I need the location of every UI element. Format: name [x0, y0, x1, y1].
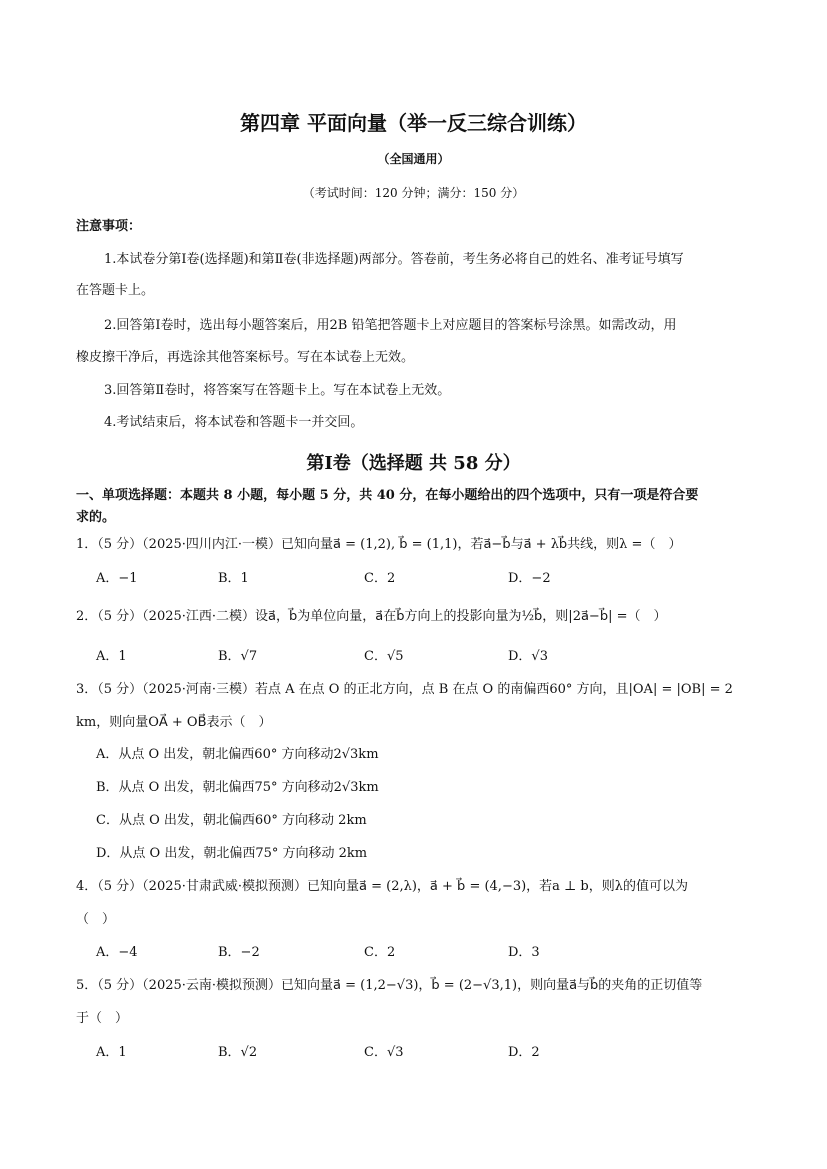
- notice-item: 1.本试卷分第Ⅰ卷(选择题)和第Ⅱ卷(非选择题)两部分。答卷前，考生务必将自己的姓名、准考证号填写: [104, 252, 684, 267]
- option-d: D．−2: [508, 571, 551, 586]
- option-b: B．从点 O 出发，朝北偏西75° 方向移动2√3km: [96, 780, 379, 795]
- section-desc: 求的。: [76, 510, 116, 525]
- option-b: B．√2: [218, 1045, 258, 1060]
- option-c: C．√5: [364, 649, 404, 664]
- option-a: A．−1: [96, 571, 138, 586]
- option-c: C．从点 O 出发，朝北偏西60° 方向移动 2km: [96, 813, 367, 828]
- option-c: C．√3: [364, 1045, 404, 1060]
- section-desc: 一、单项选择题：本题共 8 小题，每小题 5 分，共 40 分，在每小题给出的四个选项中，只有一项是符合要: [76, 488, 699, 503]
- option-d: D．从点 O 出发，朝北偏西75° 方向移动 2km: [96, 846, 368, 861]
- option-a: A．−4: [96, 945, 138, 960]
- notice-heading: 注意事项：: [76, 219, 142, 234]
- question-1: 1．（5 分）（2025·四川内江·一模）已知向量a⃗ = (1,2), b⃗ = (1,1)，若a⃗−b⃗与a⃗ + λb⃗共线，则λ =（ ）: [76, 537, 682, 552]
- option-a: A．1: [96, 1045, 127, 1060]
- option-b: B．−2: [218, 945, 260, 960]
- option-d: D．√3: [508, 649, 548, 664]
- notice-item: 2.回答第Ⅰ卷时，选出每小题答案后，用2B 铅笔把答题卡上对应题目的答案标号涂黑。如需改动，用: [104, 318, 677, 333]
- question-4-cont: （ ）: [76, 912, 116, 927]
- option-c: C．2: [364, 571, 396, 586]
- notice-item: 4.考试结束后，将本试卷和答题卡一并交回。: [104, 415, 364, 430]
- option-a: A．从点 O 出发，朝北偏西60° 方向移动2√3km: [96, 747, 379, 762]
- question-4: 4．（5 分）（2025·甘肃武威·模拟预测）已知向量a⃗ = (2,λ)，a⃗ + b⃗ = (4,−3)，若a ⊥ b，则λ的值可以为: [76, 879, 688, 894]
- section-title: 第Ⅰ卷（选择题 共 58 分）: [306, 453, 521, 474]
- option-d: D．2: [508, 1045, 540, 1060]
- notice-item: 在答题卡上。: [76, 283, 155, 298]
- question-3: 3．（5 分）（2025·河南·三模）若点 A 在点 O 的正北方向，点 B 在点 O 的南偏西60° 方向，且|OA| = |OB| = 2: [76, 682, 733, 697]
- question-3-cont: km，则向量OA⃗ + OB⃗表示（ ）: [76, 715, 272, 730]
- notice-item: 3.回答第Ⅱ卷时，将答案写在答题卡上。写在本试卷上无效。: [104, 383, 451, 398]
- page-title: 第四章 平面向量（举一反三综合训练）: [240, 111, 587, 135]
- option-b: B．√7: [218, 649, 258, 664]
- page-subtitle: （全国通用）: [377, 152, 450, 166]
- question-5: 5．（5 分）（2025·云南·模拟预测）已知向量a⃗ = (1,2−√3)，b⃗ = (2−√3,1)，则向量a⃗与b⃗的夹角的正切值等: [76, 978, 703, 993]
- option-b: B．1: [218, 571, 249, 586]
- exam-info: （考试时间：120 分钟；满分：150 分）: [302, 186, 525, 200]
- option-d: D．3: [508, 945, 540, 960]
- question-2: 2．（5 分）（2025·江西·二模）设a⃗，b⃗为单位向量，a⃗在b⃗方向上的投影向量为½b⃗，则|2a⃗−b⃗| =（ ）: [76, 609, 667, 624]
- option-a: A．1: [96, 649, 127, 664]
- option-c: C．2: [364, 945, 396, 960]
- question-5-cont: 于（ ）: [76, 1011, 129, 1026]
- notice-item: 橡皮擦干净后，再选涂其他答案标号。写在本试卷上无效。: [76, 350, 415, 365]
